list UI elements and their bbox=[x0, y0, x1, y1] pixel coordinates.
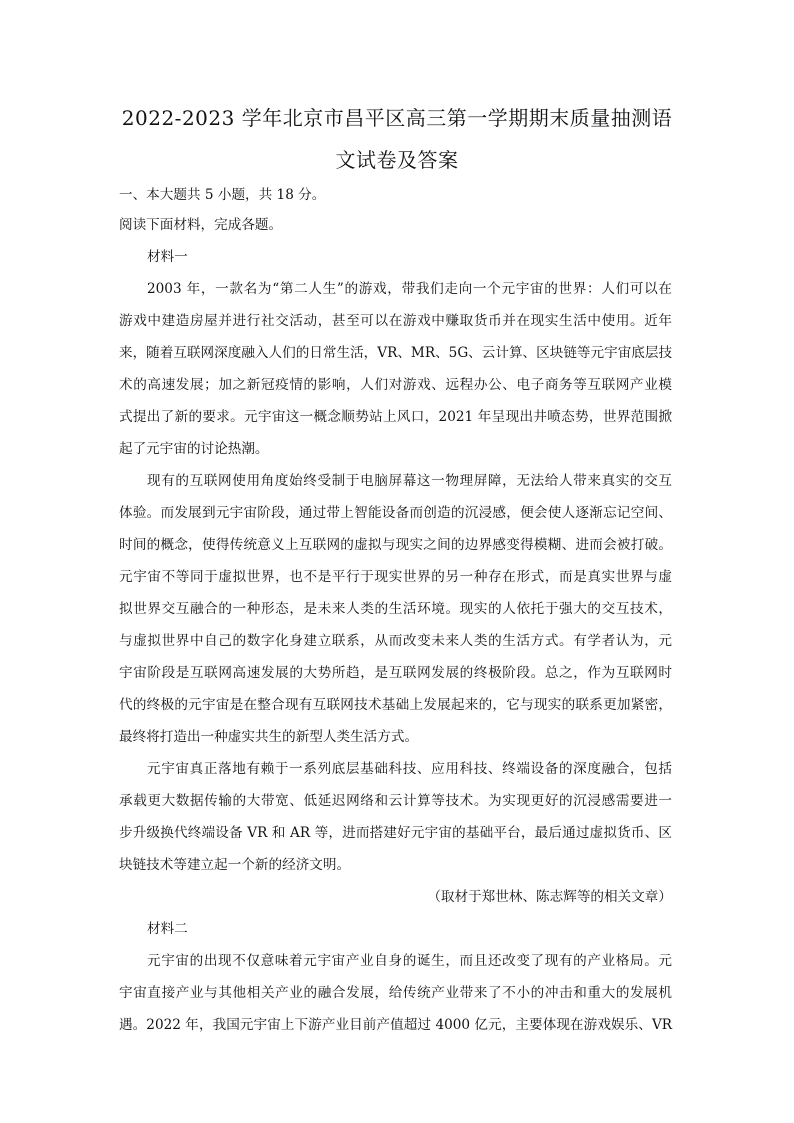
section-heading: 一、本大题共 5 小题，共 18 分。 bbox=[119, 187, 326, 203]
paragraph-line: 承载更大数据传输的大带宽、低延迟网络和云计算等技术。为实现更好的沉浸感需要进一 bbox=[119, 793, 672, 809]
paragraph-line: 来，随着互联网深度融入人们的日常生活，VR、MR、5G、云计算、区块链等元宇宙底层技 bbox=[119, 345, 673, 361]
document-title-line-2: 文试卷及答案 bbox=[335, 148, 459, 172]
paragraph-line: 步升级换代终端设备 VR 和 AR 等，进而搭建好元宇宙的基础平台，最后通过虚拟货币、区 bbox=[119, 825, 672, 841]
paragraph-line: 与虚拟世界中自己的数字化身建立联系，从而改变未来人类的生活方式。有学者认为，元 bbox=[119, 633, 672, 649]
material-one-source: （取材于郑世林、陈志辉等的相关文章） bbox=[427, 889, 672, 905]
paragraph-line: 宇宙直接产业与其他相关产业的融合发展，给传统产业带来了不小的冲击和重大的发展机 bbox=[119, 985, 672, 1001]
paragraph-line: 元宇宙的出现不仅意味着元宇宙产业自身的诞生，而且还改变了现有的产业格局。元 bbox=[147, 953, 672, 969]
material-two-heading: 材料二 bbox=[147, 921, 188, 937]
paragraph-line: 宇宙阶段是互联网高速发展的大势所趋，是互联网发展的终极阶段。总之，作为互联网时 bbox=[119, 665, 672, 681]
paragraph-line: 块链技术等建立起一个新的经济文明。 bbox=[119, 857, 351, 873]
paragraph-line: 代的终极的元宇宙是在整合现有互联网技术基础上发展起来的，它与现实的联系更加紧密， bbox=[119, 697, 672, 713]
paragraph-line: 最终将打造出一种虚实共生的新型人类生活方式。 bbox=[119, 729, 419, 745]
paragraph-line: 现有的互联网使用角度始终受制于电脑屏幕这一物理屏障，无法给人带来真实的交互 bbox=[147, 473, 672, 489]
paragraph-line: 元宇宙不等同于虚拟世界，也不是平行于现实世界的另一种存在形式，而是真实世界与虚 bbox=[119, 569, 672, 585]
document-title-line-1: 2022-2023 学年北京市昌平区高三第一学期期末质量抽测语 bbox=[121, 106, 673, 130]
paragraph-line: 拟世界交互融合的一种形态，是未来人类的生活环境。现实的人依托于强大的交互技术， bbox=[119, 601, 672, 617]
paragraph-line: 2003 年，一款名为“第二人生”的游戏，带我们走向一个元宇宙的世界：人们可以在 bbox=[147, 281, 672, 297]
instruction-text: 阅读下面材料，完成各题。 bbox=[119, 217, 283, 233]
paragraph-line: 体验。而发展到元宇宙阶段，通过带上智能设备而创造的沉浸感，便会使人逐渐忘记空间、 bbox=[119, 505, 672, 521]
paragraph-line: 游戏中建造房屋并进行社交活动，甚至可以在游戏中赚取货币并在现实生活中使用。近年 bbox=[119, 313, 672, 329]
paragraph-line: 元宇宙真正落地有赖于一系列底层基础科技、应用科技、终端设备的深度融合，包括 bbox=[147, 761, 672, 777]
material-one-heading: 材料一 bbox=[147, 249, 188, 265]
paragraph-line: 术的高速发展；加之新冠疫情的影响，人们对游戏、远程办公、电子商务等互联网产业模 bbox=[119, 377, 672, 393]
paragraph-line: 起了元宇宙的讨论热潮。 bbox=[119, 441, 269, 457]
paragraph-line: 式提出了新的要求。元宇宙这一概念顺势站上风口，2021 年呈现出井喷态势，世界范围掀 bbox=[119, 409, 672, 425]
paragraph-line: 遇。2022 年，我国元宇宙上下游产业目前产值超过 4000 亿元，主要体现在游戏娱乐、VR bbox=[119, 1017, 672, 1033]
paragraph-line: 时间的概念，使得传统意义上互联网的虚拟与现实之间的边界感变得模糊、进而会被打破。 bbox=[119, 537, 672, 553]
